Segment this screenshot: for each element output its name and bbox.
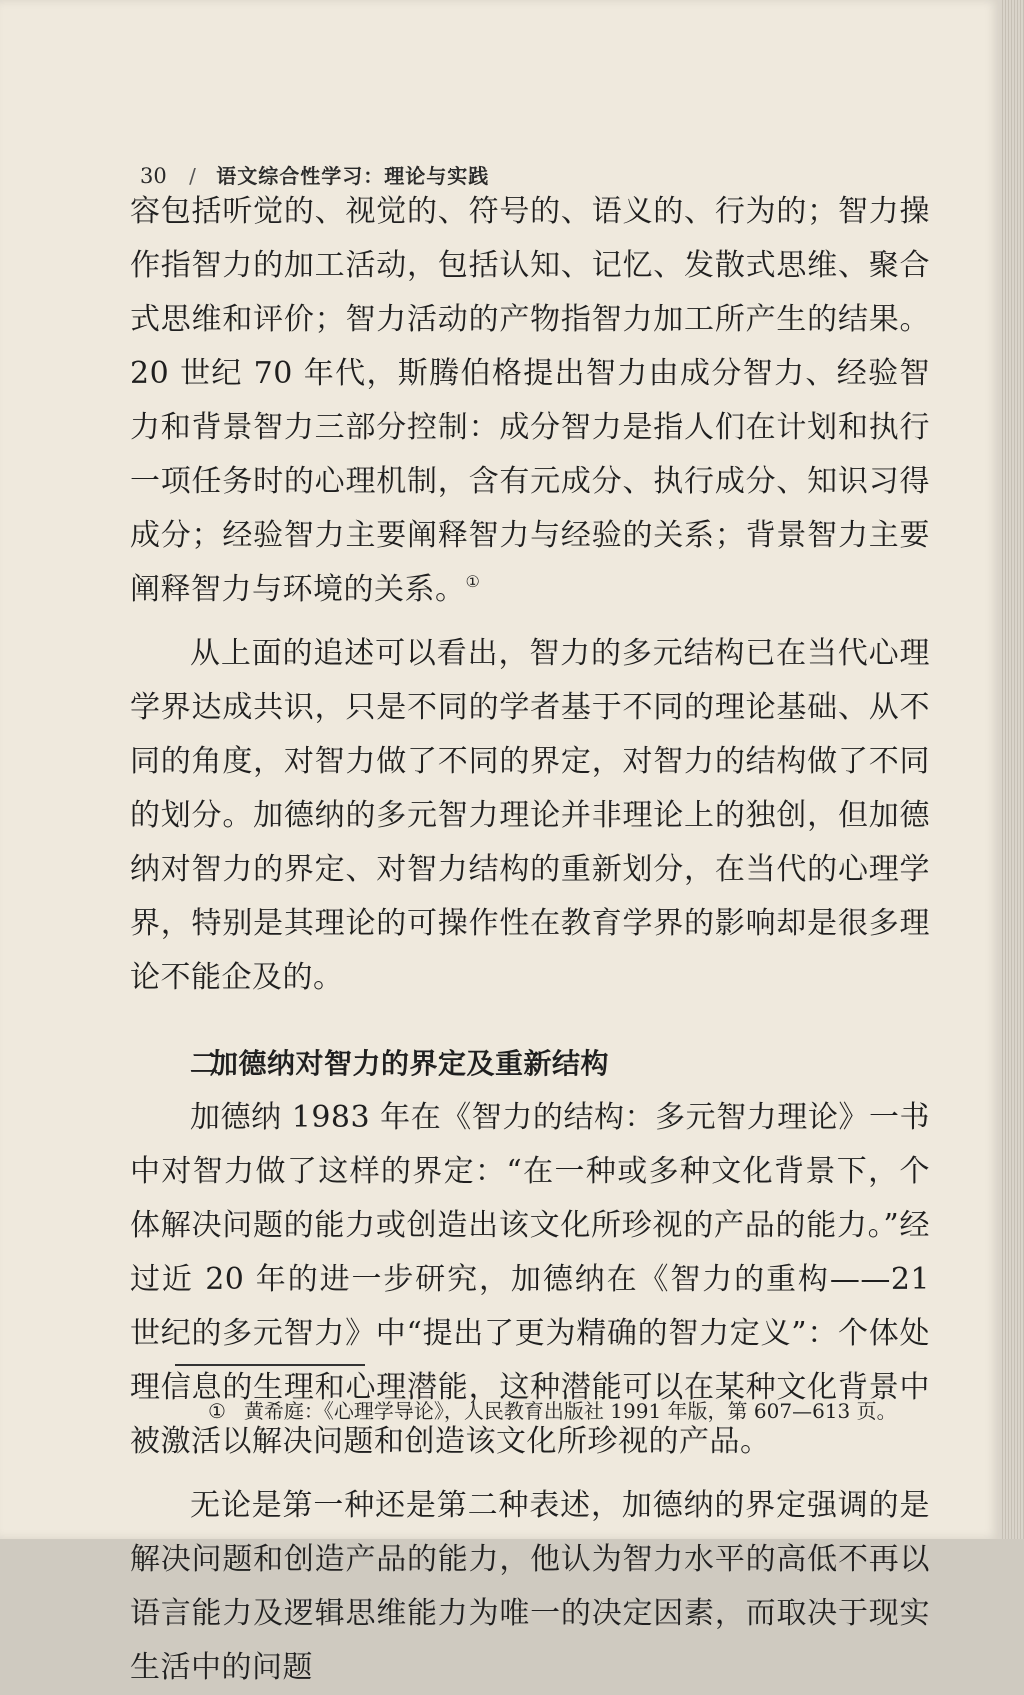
paragraph-1-text: 容包括听觉的、视觉的、符号的、语义的、行为的；智力操作指智力的加工活动，包括认知、记忆、发散式思维、聚合式思维和评价；智力活动的产物指智力加工所产生的结果。20 世纪 70 年代，斯腾伯格提出智力由成分智力、经验智力和背景智力三部分控制：成分智力是指人们在计划和执行一项任务时的心理机制，含有元成分、执行成分、知识习得成分；经验智力主要阐释智力与经验的关系；背景智力主要阐释智力与环境的关系。 (130, 194, 930, 607)
page-number: 30 (140, 164, 167, 188)
page-edge (1000, 0, 1024, 1539)
paragraph-3: 加德纳 1983 年在《智力的结构：多元智力理论》一书中对智力做了这样的界定：“在一种或多种文化背景下，个体解决问题的能力或创造出该文化所珍视的产品的能力。”经过近 20 年的进一步研究，加德纳在《智力的重构——21 世纪的多元智力》中“提出了更为精确的智力定义”：个体处理信息的生理和心理潜能，这种潜能可以在某种文化背景中被激活以解决问题和创造该文化所珍视的产品。 (130, 1100, 930, 1459)
footnote (208, 1395, 897, 1424)
section-heading (130, 1037, 930, 1091)
footnote-reference: ① (465, 572, 481, 591)
footnote-number: ① (208, 1399, 226, 1423)
body-text (130, 185, 930, 1695)
book-title: 语文综合性学习：理论与实践 (216, 164, 490, 188)
section-number: 二 (190, 1047, 219, 1080)
section-title: 加德纳对智力的界定及重新结构 (210, 1047, 610, 1080)
paragraph-4: 无论是第一种还是第二种表述，加德纳的界定强调的是解决问题和创造产品的能力，他认为智力水平的高低不再以语言能力及逻辑思维能力为唯一的决定因素，而取决于现实生活中的问题 (130, 1488, 930, 1685)
footnote-divider (175, 1364, 365, 1366)
footnote-text: 黄希庭：《心理学导论》，人民教育出版社 1991 年版，第 607—613 页。 (243, 1399, 897, 1423)
paragraph-2: 从上面的追述可以看出，智力的多元结构已在当代心理学界达成共识，只是不同的学者基于不同的理论基础、从不同的角度，对智力做了不同的界定，对智力的结构做了不同的划分。加德纳的多元智力理论并非理论上的独创，但加德纳对智力的界定、对智力结构的重新划分，在当代的心理学界，特别是其理论的可操作性在教育学界的影响却是很多理论不能企及的。 (130, 636, 930, 995)
header-separator: / (189, 164, 196, 188)
paragraph-1 (130, 185, 930, 617)
